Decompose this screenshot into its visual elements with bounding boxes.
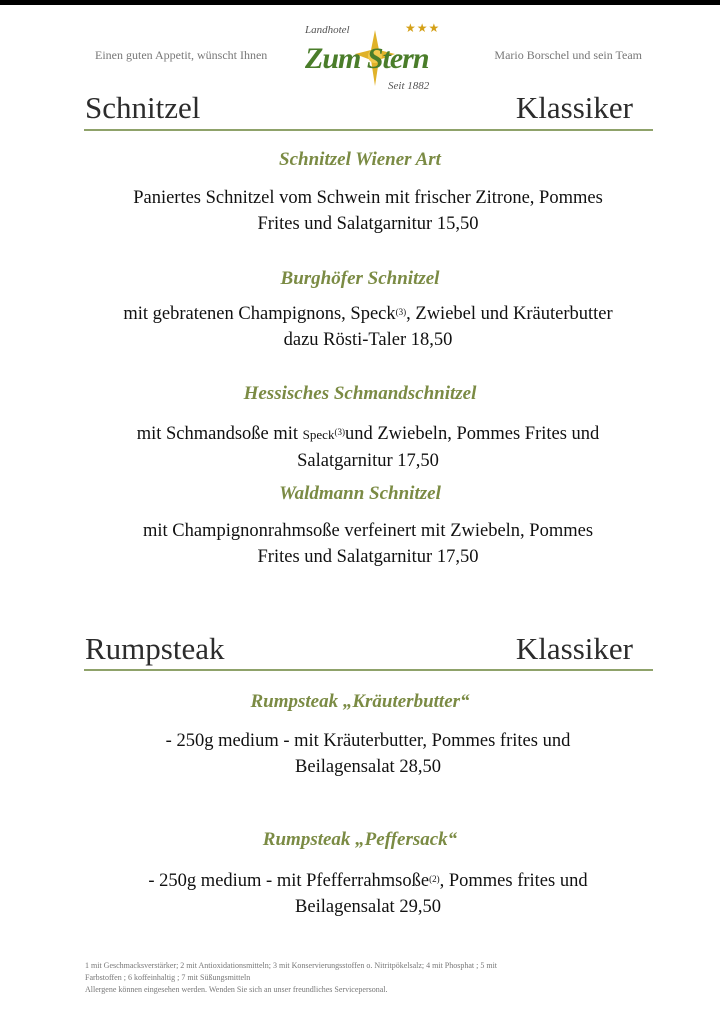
section-subtitle-klassiker: Klassiker bbox=[515, 90, 633, 125]
allergen-sup: (3) bbox=[395, 307, 407, 317]
dish-desc-hessisches bbox=[70, 419, 666, 474]
dish-name-rumpsteak-kraeuterbutter: Rumpsteak „Kräuterbutter“ bbox=[250, 691, 470, 712]
dish-desc-rumpsteak-peffersack bbox=[70, 866, 666, 920]
footnote-line: Farbstoffen ; 6 koffeinhaltig ; 7 mit Süßungsmitteln bbox=[85, 973, 251, 982]
dish-name-rumpsteak-peffersack: Rumpsteak „Peffersack“ bbox=[262, 829, 458, 850]
desc-line bbox=[70, 299, 666, 327]
dish-name-burghoefer: Burghöfer Schnitzel bbox=[280, 268, 440, 289]
allergen-footnote bbox=[85, 960, 645, 996]
dish-desc-waldmann bbox=[70, 518, 666, 570]
logo-stars: ★★★ bbox=[405, 21, 441, 35]
allergen-sup: (2) bbox=[429, 874, 440, 884]
dish-desc-rumpsteak-kraeuterbutter bbox=[70, 728, 666, 780]
desc-text: mit Schmandsoße mit bbox=[136, 424, 303, 444]
desc-text: , Zwiebel und Kräuterbutter bbox=[406, 304, 613, 324]
desc-line: Frites und Salatgarnitur 17,50 bbox=[257, 547, 479, 567]
top-bar bbox=[0, 0, 720, 5]
desc-line: Beilagensalat 29,50 bbox=[295, 897, 441, 917]
dish-name-waldmann: Waldmann Schnitzel bbox=[279, 483, 441, 504]
desc-text: und Zwiebeln, Pommes Frites und bbox=[344, 424, 600, 444]
desc-line: Paniertes Schnitzel vom Schwein mit frischer Zitrone, Pommes bbox=[133, 188, 603, 208]
dish-name-hessisches: Hessisches Schmandschnitzel bbox=[243, 383, 477, 404]
desc-text: , Pommes frites und bbox=[439, 871, 588, 891]
section-divider bbox=[84, 129, 653, 131]
logo-since: Seit 1882 bbox=[388, 80, 430, 92]
desc-line: mit Champignonrahmsoße verfeinert mit Zwiebeln, Pommes bbox=[142, 521, 594, 541]
desc-line: Frites und Salatgarnitur 15,50 bbox=[257, 214, 479, 234]
hotel-logo bbox=[300, 18, 445, 98]
desc-line: - 250g medium - mit Kräuterbutter, Pommes frites und bbox=[165, 731, 571, 751]
desc-text-small: Speck bbox=[302, 427, 335, 442]
desc-text: mit gebratenen Champignons, Speck bbox=[123, 304, 396, 324]
desc-text: - 250g medium - mit Pfefferrahmsoße bbox=[148, 871, 430, 891]
desc-line bbox=[70, 419, 666, 448]
section-subtitle-klassiker: Klassiker bbox=[515, 631, 633, 666]
logo-top-text: Landhotel bbox=[305, 24, 350, 36]
footnote-line: Allergene können eingesehen werden. Wenden Sie sich an unser freundliches Servicepersonal. bbox=[85, 985, 388, 994]
dish-desc-wiener bbox=[70, 185, 666, 237]
dish-desc-burghoefer bbox=[70, 299, 666, 353]
section-divider bbox=[84, 669, 653, 671]
desc-line: Salatgarnitur 17,50 bbox=[297, 451, 439, 471]
footnote-line: 1 mit Geschmacksverstärker; 2 mit Antioxidationsmitteln; 3 mit Konservierungsstoffen o. Nitritpökelsalz; 4 mit Phosphat ; 5 mit bbox=[85, 961, 498, 970]
section-title-rumpsteak: Rumpsteak bbox=[85, 631, 225, 666]
dish-name-wiener: Schnitzel Wiener Art bbox=[279, 149, 441, 170]
desc-line: Beilagensalat 28,50 bbox=[295, 757, 441, 777]
desc-line bbox=[70, 866, 666, 894]
desc-line: dazu Rösti-Taler 18,50 bbox=[283, 330, 453, 350]
section-title-schnitzel: Schnitzel bbox=[85, 90, 201, 125]
header-greeting: Einen guten Appetit, wünscht Ihnen bbox=[95, 48, 268, 62]
header-team: Mario Borschel und sein Team bbox=[494, 48, 642, 62]
logo-name: Zum Stern bbox=[305, 42, 429, 75]
allergen-sup: (3) bbox=[334, 427, 345, 437]
